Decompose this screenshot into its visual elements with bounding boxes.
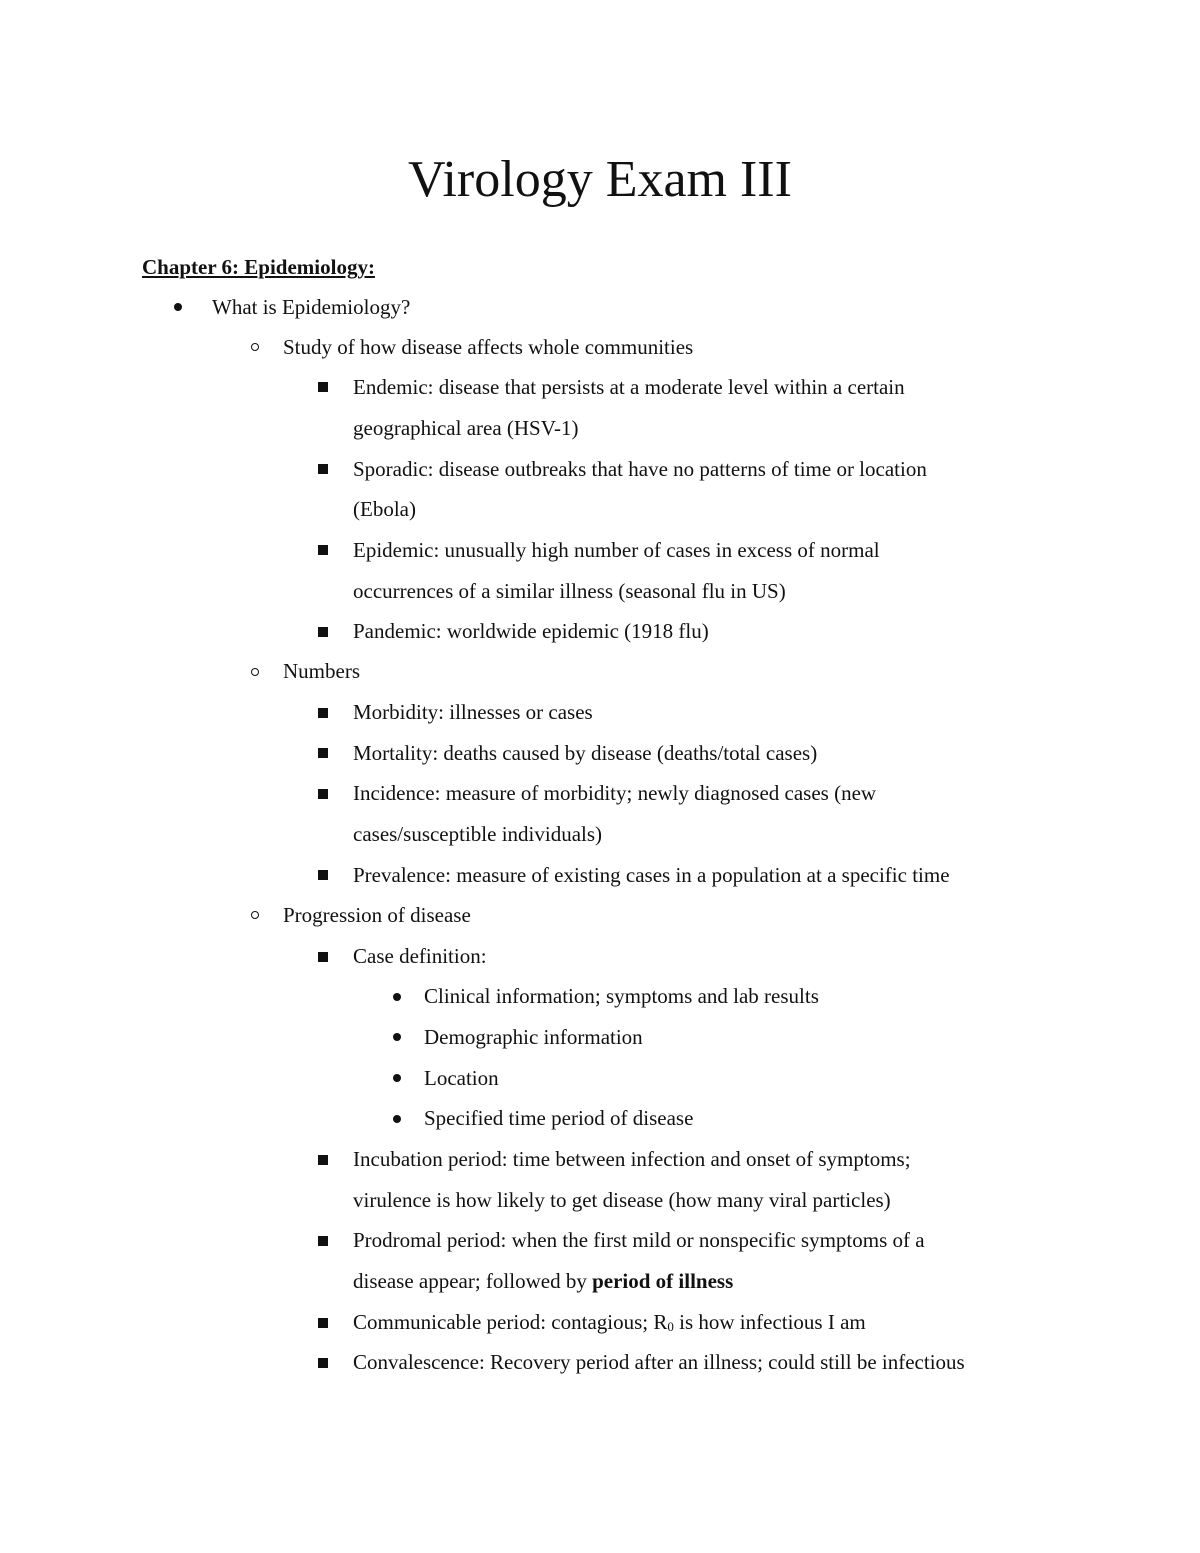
outline-item-incubation: Incubation period: time between infection and onset of symptoms;	[353, 1147, 911, 1171]
outline-item-clinical: Clinical information; symptoms and lab results	[424, 984, 819, 1008]
outline-item-case-definition: Case definition:	[353, 944, 487, 968]
outline-item-sporadic-cont: (Ebola)	[353, 497, 416, 521]
outline-item-epidemic-cont: occurrences of a similar illness (seasonal flu in US)	[353, 579, 786, 603]
outline-item-incidence-cont: cases/susceptible individuals)	[353, 822, 603, 846]
outline-item-prodromal-cont	[353, 1267, 733, 1295]
communicable-text-end: is how infectious I am	[673, 1310, 866, 1334]
outline-item-endemic-cont: geographical area (HSV-1)	[353, 416, 579, 440]
communicable-text: Communicable period: contagious; R	[353, 1310, 668, 1334]
level3-bullet-icon	[318, 382, 328, 392]
r-naught-subscript: 0	[667, 1319, 674, 1334]
level2-bullet-icon	[251, 668, 259, 676]
level3-bullet-icon	[318, 1155, 328, 1165]
outline-item-incubation-cont: virulence is how likely to get disease (how many viral particles)	[353, 1188, 891, 1212]
outline-item-epidemic: Epidemic: unusually high number of cases in excess of normal	[353, 538, 880, 562]
outline-item-what-is: What is Epidemiology?	[212, 295, 411, 319]
level3-bullet-icon	[318, 870, 328, 880]
outline-item-prodromal: Prodromal period: when the first mild or nonspecific symptoms of a	[353, 1228, 925, 1252]
outline-item-prevalence: Prevalence: measure of existing cases in a population at a specific time	[353, 863, 950, 887]
outline-item-location: Location	[424, 1066, 499, 1090]
level3-bullet-icon	[318, 1236, 328, 1246]
level3-bullet-icon	[318, 952, 328, 962]
document-title: Virology Exam III	[408, 151, 792, 208]
level2-bullet-icon	[251, 343, 259, 351]
level4-bullet-icon	[393, 1115, 401, 1123]
level3-bullet-icon	[318, 789, 328, 799]
level1-bullet-icon	[174, 303, 182, 311]
outline-item-morbidity: Morbidity: illnesses or cases	[353, 700, 593, 724]
outline-item-incidence: Incidence: measure of morbidity; newly diagnosed cases (new	[353, 781, 877, 805]
outline-item-mortality: Mortality: deaths caused by disease (deaths/total cases)	[353, 741, 818, 765]
chapter-heading: Chapter 6: Epidemiology:	[142, 255, 375, 279]
outline-item-numbers: Numbers	[283, 659, 360, 683]
level3-bullet-icon	[318, 1358, 328, 1368]
outline-item-convalescence: Convalescence: Recovery period after an illness; could still be infectious	[353, 1350, 965, 1374]
level3-bullet-icon	[318, 1318, 328, 1328]
level4-bullet-icon	[393, 993, 401, 1001]
period-of-illness-term: period of illness	[592, 1269, 734, 1293]
outline-item-communicable	[353, 1308, 866, 1341]
outline-item-pandemic: Pandemic: worldwide epidemic (1918 flu)	[353, 619, 709, 643]
outline-item-study: Study of how disease affects whole communities	[283, 335, 694, 359]
level2-bullet-icon	[251, 911, 259, 919]
level3-bullet-icon	[318, 627, 328, 637]
prodromal-cont-text: disease appear; followed by	[353, 1269, 593, 1293]
outline-item-endemic: Endemic: disease that persists at a moderate level within a certain	[353, 375, 905, 399]
level3-bullet-icon	[318, 464, 328, 474]
outline-item-sporadic: Sporadic: disease outbreaks that have no patterns of time or location	[353, 457, 927, 481]
level4-bullet-icon	[393, 1033, 401, 1041]
level3-bullet-icon	[318, 748, 328, 758]
outline-item-demographic: Demographic information	[424, 1025, 643, 1049]
level3-bullet-icon	[318, 545, 328, 555]
level3-bullet-icon	[318, 708, 328, 718]
level4-bullet-icon	[393, 1074, 401, 1082]
outline-item-specified-time: Specified time period of disease	[424, 1106, 694, 1130]
outline-item-progression: Progression of disease	[283, 903, 471, 927]
